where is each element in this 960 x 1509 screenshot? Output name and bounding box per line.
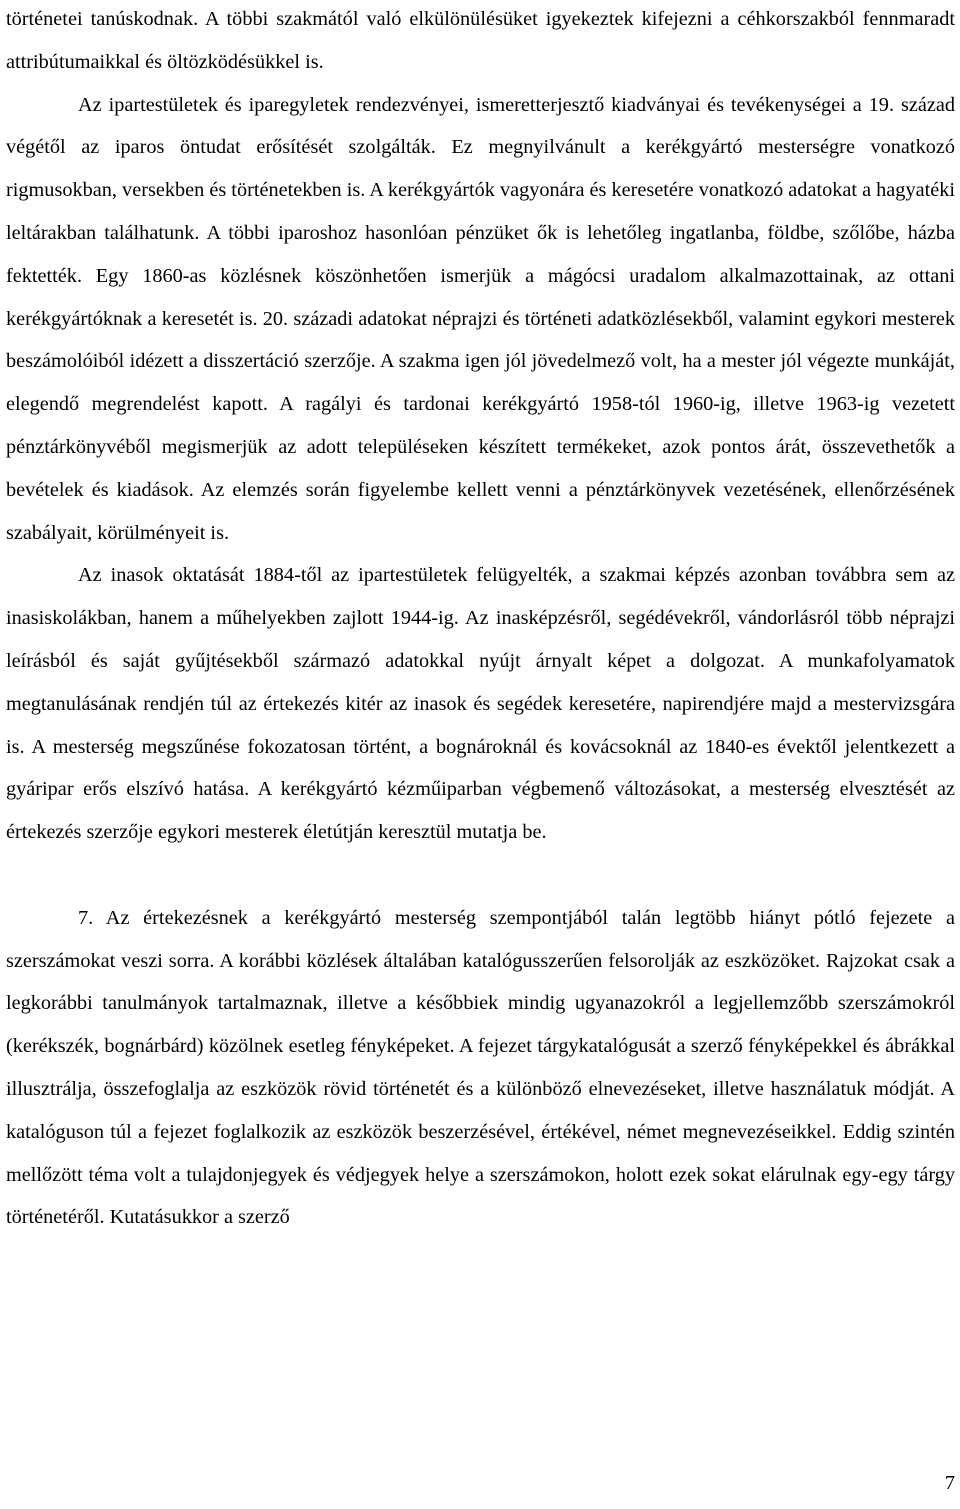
page-number: 7	[944, 1472, 955, 1494]
paragraph-3: Az inasok oktatását 1884-től az ipartestületek felügyelték, a szakmai képzés azonban továbbra sem az inasiskolákban, hanem a műhelyekben zajlott 1944-ig. Az inasképzésről, segédévekről, vándorlásról több néprajzi leírásból és saját gyűjtésekből származó adatokkal nyújt árnyalt képet a dolgozat. A munkafolyamatok megtanulásának rendjén túl az értekezés kitér az inasok és segédek keresetére, napirendjére majd a mestervizsgára is. A mesterség megszűnése fokozatosan történt, a bognároknál és kovácsoknál az 1840-es évektől jelentkezett a gyáripar erős elszívó hatása. A kerékgyártó kézműiparban végbemenő változásokat, a mesterség elvesztését az értekezés szerzője egykori mesterek életútján keresztül mutatja be.	[6, 564, 955, 844]
paragraph-2: Az ipartestületek és iparegyletek rendezvényei, ismeretterjesztő kiadványai és tevékenységei a 19. század végétől az iparos öntudat erősítését szolgálták. Ez megnyilvánult a kerékgyártó mesterségre vonatkozó rigmusokban, versekben és történetekben is. A kerékgyártók vagyonára és keresetére vonatkozó adatokat a hagyatéki leltárakban találhatunk. A többi iparoshoz hasonlóan pénzüket ők is lehetőleg ingatlanba, földbe, szőlőbe, házba fektették. Egy 1860-as közlésnek köszönhetően ismerjük a mágócsi uradalom alkalmazottainak, az ottani kerékgyártóknak a keresetét is. 20. századi adatokat néprajzi és történeti adatközlésekből, valamint egykori mesterek beszámolóiból idézett a disszertáció szerzője. A szakma igen jól jövedelmező volt, ha a mester jól végezte munkáját, elegendő megrendelést kapott. A ragályi és tardonai kerékgyártó 1958-tól 1960-ig, illetve 1963-ig vezetett pénztárkönyvéből megismerjük az adott településeken készített termékeket, azok pontos árát, összevethetők a bevételek és kiadások. Az elemzés során figyelembe kellett venni a pénztárkönyvek vezetésének, ellenőrzésének szabályait, körülményeit is.	[6, 93, 955, 544]
document-page	[6, 0, 955, 1239]
paragraph-1: történetei tanúskodnak. A többi szakmától való elkülönülésüket igyekeztek kifejezni a céhkorszakból fennmaradt attribútumaikkal és öltözködésükkel is.	[6, 8, 955, 73]
paragraph-4: 7. Az értekezésnek a kerékgyártó mesterség szempontjából talán legtöbb hiányt pótló fejezete a szerszámokat veszi sorra. A korábbi közlések általában katalógusszerűen felsorolják az eszközöket. Rajzokat csak a legkorábbi tanulmányok tartalmaznak, illetve a későbbiek mindig ugyanazokról a legjellemzőbb szerszámokról (kerékszék, bognárbárd) közölnek esetleg fényképeket. A fejezet tárgykatalógusát a szerző fényképekkel és ábrákkal illusztrálja, összefoglalja az eszközök rövid történetét és a különböző elnevezéseket, illetve használatuk módját. A katalóguson túl a fejezet foglalkozik az eszközök beszerzésével, értékével, német megnevezéseikkel. Eddig szintén mellőzött téma volt a tulajdonjegyek és védjegyek helye a szerszámokon, holott ezek sokat elárulnak egy-egy tárgy történetéről. Kutatásukkor a szerző	[6, 906, 955, 1229]
